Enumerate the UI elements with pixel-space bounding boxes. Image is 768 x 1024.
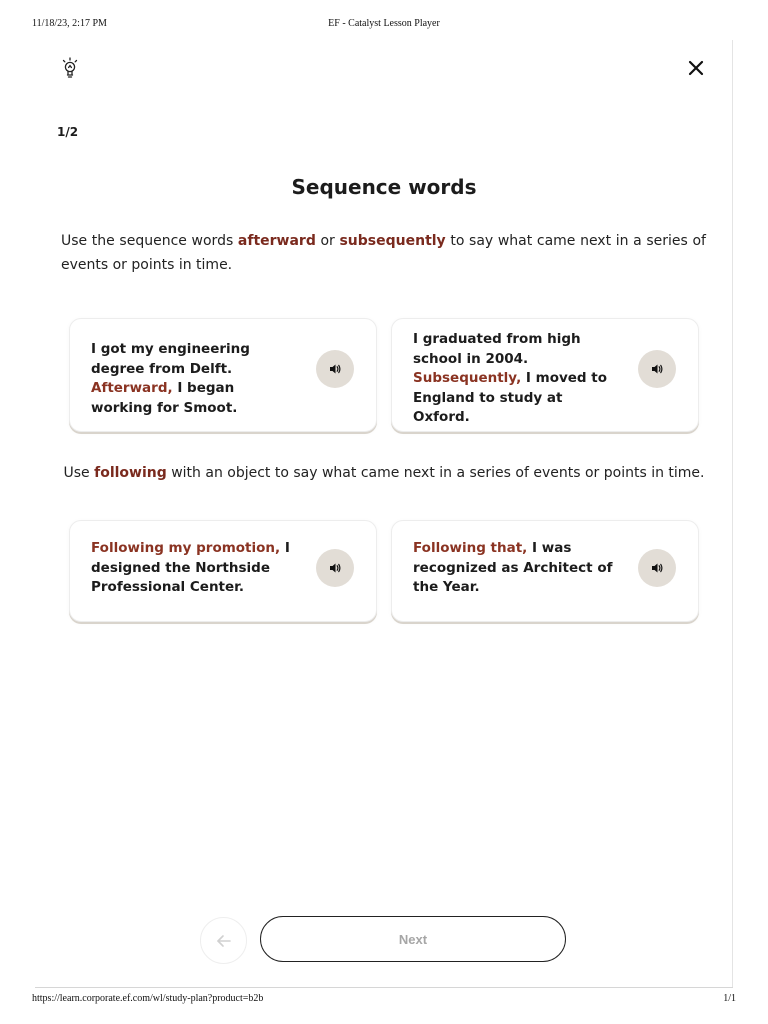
intro-text-mid: or [315, 233, 340, 249]
keyword-afterward: afterward [237, 233, 316, 249]
sentence-keyword: Following that, [413, 540, 528, 556]
print-url: https://learn.corporate.ef.com/wl/study-plan?product=b2b [32, 993, 264, 1004]
keyword-subsequently: subsequently [339, 233, 446, 249]
close-icon [682, 54, 710, 82]
speaker-icon [650, 561, 664, 575]
example-card [391, 318, 699, 432]
print-page-title: EF - Catalyst Lesson Player [328, 18, 440, 29]
sentence-part: I began working for Smoot. [91, 380, 238, 416]
intro-text-after: to say what came next in a series of events or points in time. [61, 233, 706, 273]
keyword-following: following [94, 465, 167, 481]
back-button[interactable] [200, 917, 247, 964]
print-footer [0, 993, 768, 1007]
print-page-number: 1/1 [723, 993, 736, 1004]
hint-button[interactable] [56, 54, 84, 82]
play-audio-button[interactable] [638, 549, 676, 587]
page-title: Sequence words [291, 175, 477, 199]
sentence-part: I graduated from high school in 2004. [413, 331, 581, 367]
intro-text-before: Use the sequence words [61, 233, 238, 249]
speaker-icon [650, 362, 664, 376]
example-card [69, 520, 377, 622]
example-sentence [91, 539, 296, 598]
sentence-part: I got my engineering degree from Delft. [91, 341, 250, 377]
explanation-text-after: with an object to say what came next in a series of events or points in time. [166, 465, 705, 481]
sentence-part: I moved to England to study at Oxford. [413, 370, 608, 425]
next-button[interactable]: Next [260, 916, 566, 962]
example-sentence [413, 330, 618, 428]
example-sentence [413, 539, 618, 598]
lightbulb-icon [56, 54, 84, 82]
sentence-part: I designed the Northside Professional Center. [91, 540, 290, 595]
intro-text [61, 229, 706, 277]
play-audio-button[interactable] [316, 549, 354, 587]
frame-divider-bottom [35, 987, 733, 988]
play-audio-button[interactable] [638, 350, 676, 388]
sentence-part: I was recognized as Architect of the Year. [413, 540, 613, 595]
speaker-icon [328, 362, 342, 376]
following-explanation [60, 461, 708, 485]
print-header [0, 18, 768, 32]
sentence-keyword: Following my promotion, [91, 540, 281, 556]
example-card [391, 520, 699, 622]
example-card [69, 318, 377, 432]
arrow-left-icon [215, 932, 233, 950]
play-audio-button[interactable] [316, 350, 354, 388]
speaker-icon [328, 561, 342, 575]
slide-counter: 1/2 [57, 125, 79, 139]
example-sentence [91, 340, 296, 418]
explanation-text-before: Use [63, 465, 95, 481]
close-button[interactable] [682, 54, 710, 82]
sentence-keyword: Afterward, [91, 380, 173, 396]
print-datetime: 11/18/23, 2:17 PM [32, 18, 107, 29]
sentence-keyword: Subsequently, [413, 370, 522, 386]
